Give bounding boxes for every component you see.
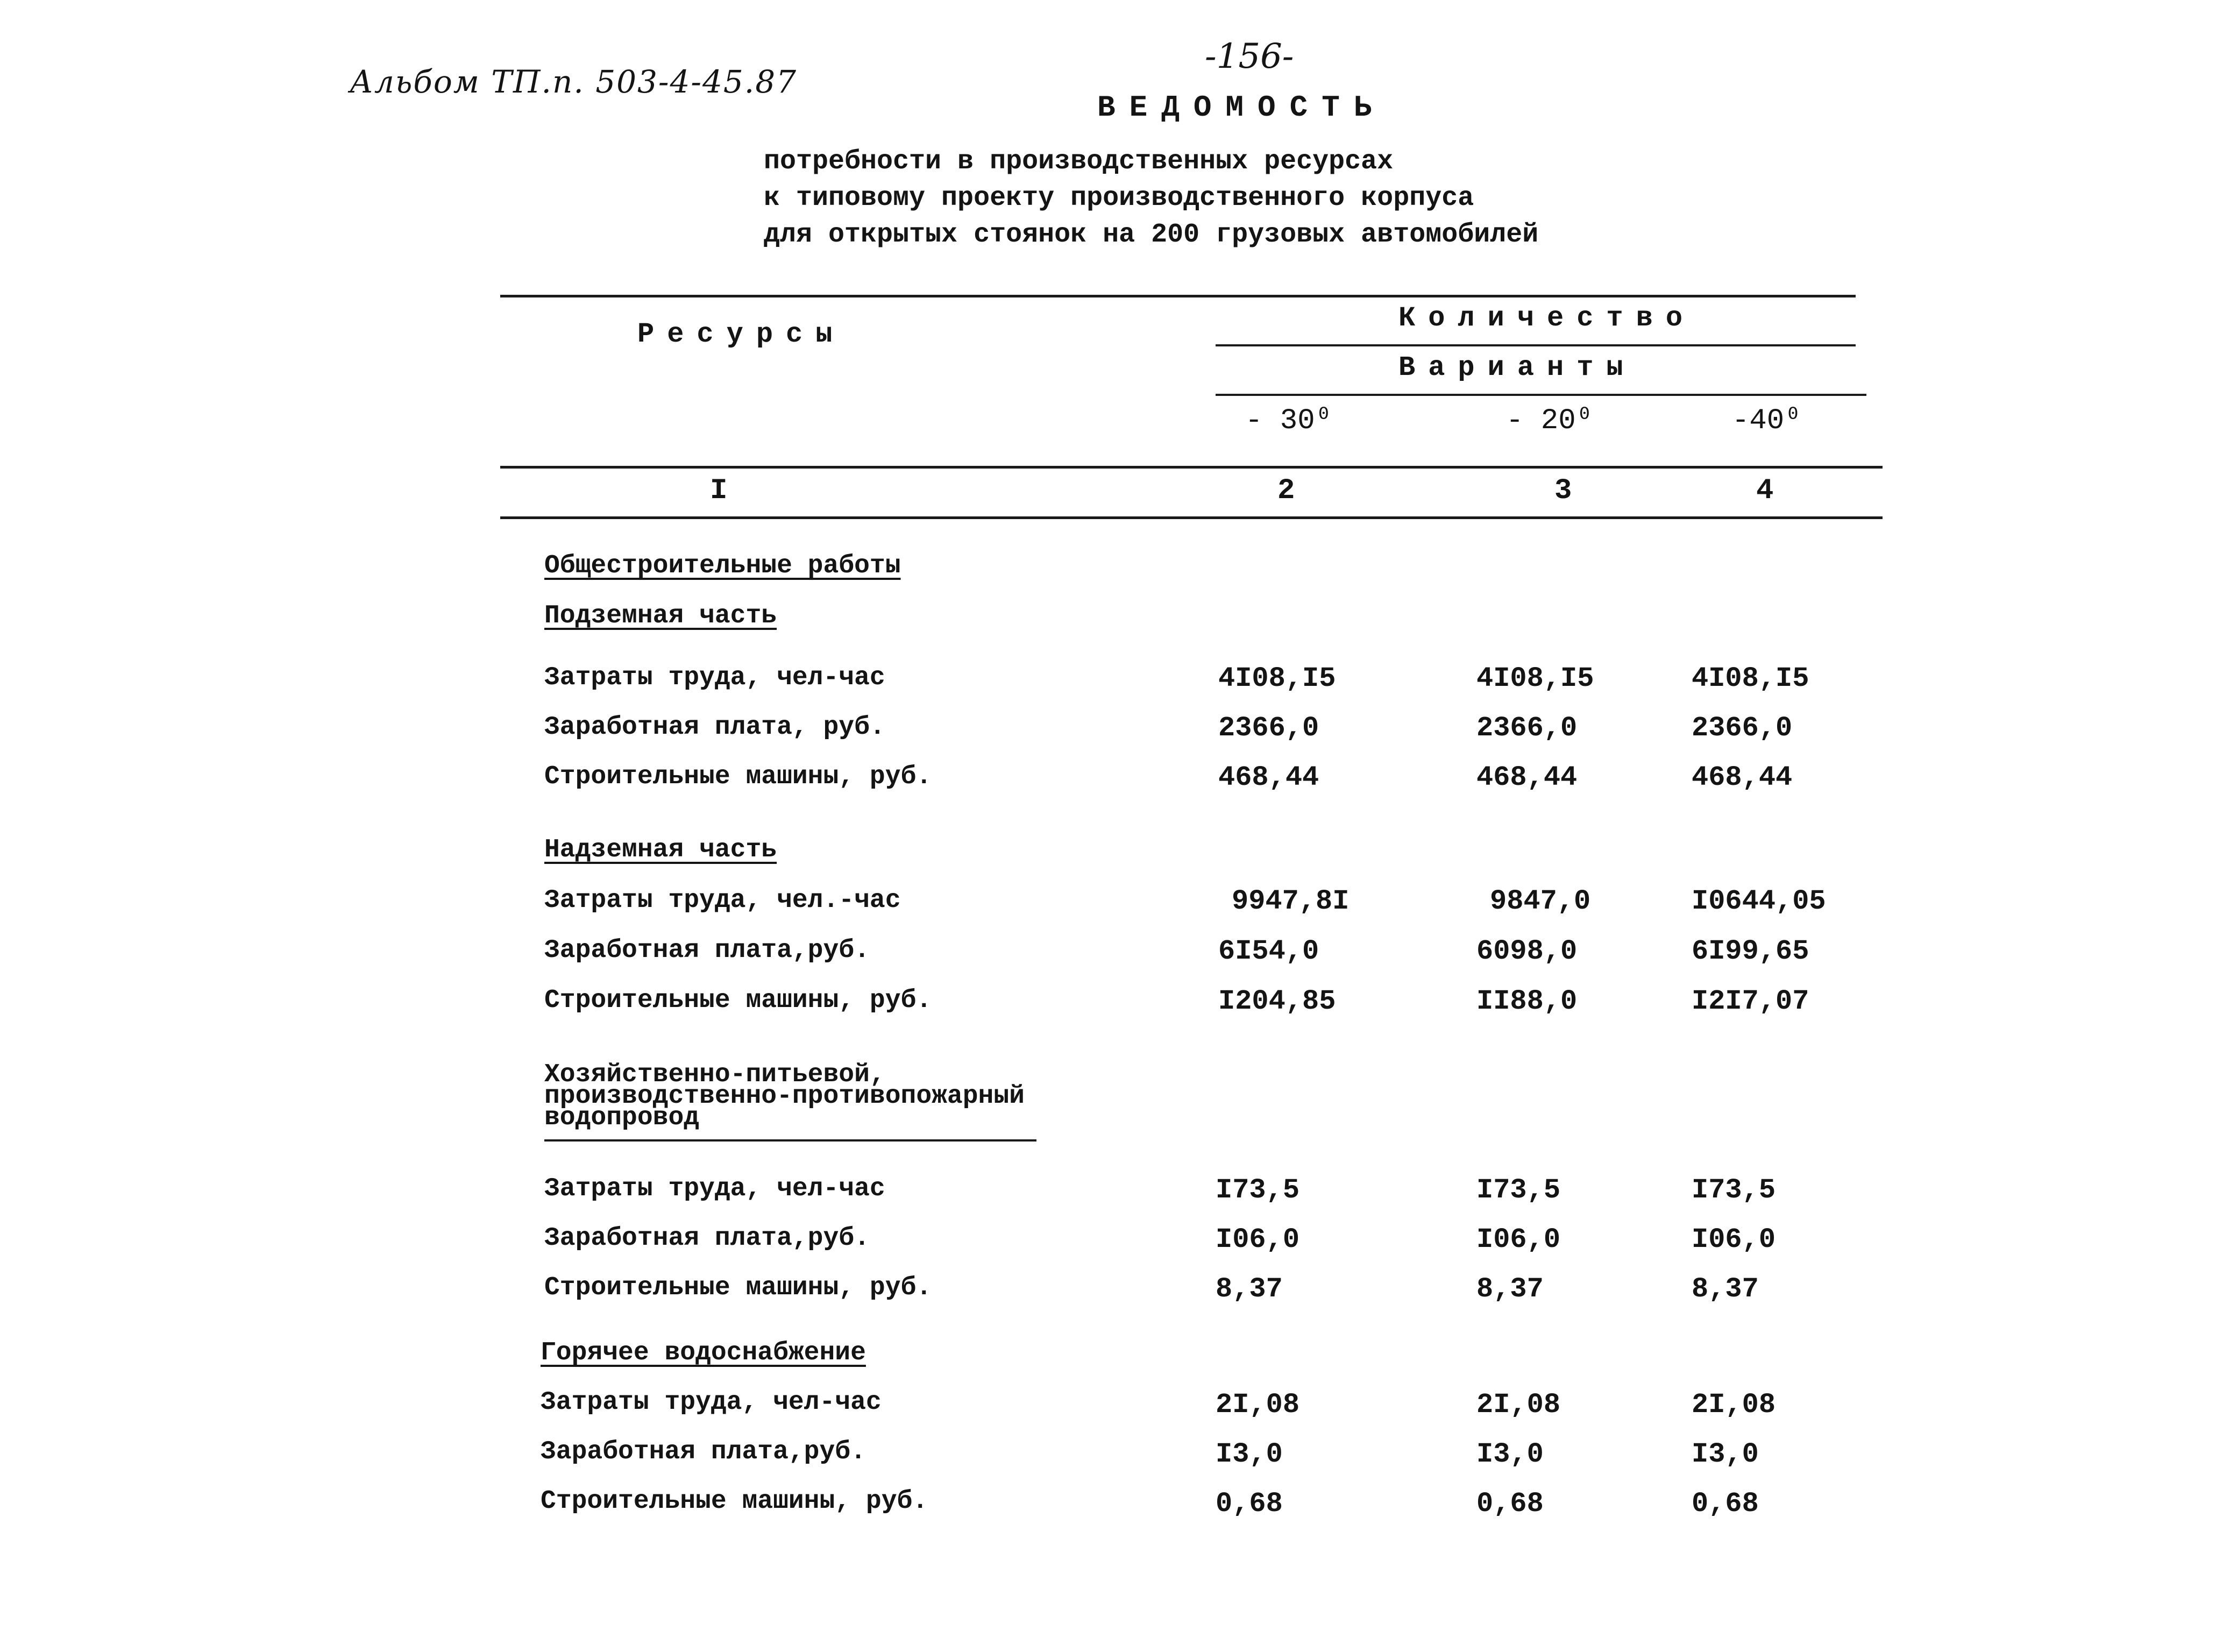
row-label: Затраты труда, чел-час bbox=[544, 663, 885, 692]
section-heading-water-line-2: производственно-противопожарный bbox=[544, 1082, 1025, 1111]
row-value-col3: 9847,0 bbox=[1490, 885, 1591, 917]
section-heading-underground: Подземная часть bbox=[544, 601, 777, 630]
quantity-header: Количество bbox=[1398, 302, 1696, 334]
row-value-col3: 2I,08 bbox=[1476, 1389, 1561, 1421]
column-number-4: 4 bbox=[1756, 474, 1774, 507]
variant-col-3: -40⁰ bbox=[1732, 405, 1802, 437]
row-value-col4: 468,44 bbox=[1692, 762, 1793, 793]
variants-rule bbox=[1216, 394, 1866, 396]
row-value-col3: I73,5 bbox=[1476, 1174, 1561, 1206]
row-value-col4: 2I,08 bbox=[1692, 1389, 1776, 1421]
row-value-col3: 2366,0 bbox=[1476, 712, 1578, 744]
row-value-col4: 8,37 bbox=[1692, 1273, 1759, 1305]
column-number-2: 2 bbox=[1277, 474, 1295, 507]
section-heading-water-line-3: водопровод bbox=[544, 1103, 700, 1132]
page-number: -156- bbox=[1205, 37, 1294, 76]
subtitle-line-2: к типовому проекту производственного корпуса bbox=[764, 183, 1474, 214]
variant-col-2: - 20⁰ bbox=[1506, 405, 1594, 437]
row-value-col4: 0,68 bbox=[1692, 1488, 1759, 1520]
row-value-col4: I3,0 bbox=[1692, 1438, 1759, 1470]
section-heading-general-works: Общестроительные работы bbox=[544, 551, 901, 580]
row-label: Строительные машины, руб. bbox=[544, 986, 932, 1015]
row-value-col2: 6I54,0 bbox=[1218, 935, 1319, 967]
row-label: Заработная плата,руб. bbox=[544, 936, 870, 965]
row-value-col4: I06,0 bbox=[1692, 1224, 1776, 1256]
row-value-col2: I73,5 bbox=[1216, 1174, 1300, 1206]
row-value-col2: 468,44 bbox=[1218, 762, 1319, 793]
row-value-col2: 9947,8I bbox=[1232, 885, 1350, 917]
row-label: Затраты труда, чел-час bbox=[541, 1388, 882, 1417]
row-value-col2: 2366,0 bbox=[1218, 712, 1319, 744]
table-top-rule bbox=[500, 295, 1856, 297]
row-value-col2: I06,0 bbox=[1216, 1224, 1300, 1256]
variants-header: Варианты bbox=[1398, 352, 1636, 384]
row-value-col3: 4I08,I5 bbox=[1476, 663, 1594, 694]
row-label: Строительные машины, руб. bbox=[544, 1273, 932, 1302]
row-value-col2: 2I,08 bbox=[1216, 1389, 1300, 1421]
column-numbers-rule bbox=[500, 516, 1883, 519]
row-value-col3: I06,0 bbox=[1476, 1224, 1561, 1256]
row-value-col3: 0,68 bbox=[1476, 1488, 1544, 1520]
album-reference: Альбом ТП.п. 503-4-45.87 bbox=[350, 63, 798, 100]
column-number-3: 3 bbox=[1554, 474, 1572, 507]
row-value-col4: 2366,0 bbox=[1692, 712, 1793, 744]
subtitle-line-3: для открытых стоянок на 200 грузовых автомобилей bbox=[764, 219, 1539, 250]
row-label: Затраты труда, чел.-час bbox=[544, 886, 901, 915]
row-label: Заработная плата,руб. bbox=[544, 1224, 870, 1253]
row-value-col2: I3,0 bbox=[1216, 1438, 1283, 1470]
column-number-1: I bbox=[710, 474, 728, 507]
row-value-col3: I3,0 bbox=[1476, 1438, 1544, 1470]
section-underline bbox=[544, 1139, 1036, 1141]
row-value-col2: I204,85 bbox=[1218, 985, 1336, 1017]
row-value-col4: I2I7,07 bbox=[1692, 985, 1809, 1017]
row-value-col4: I0644,05 bbox=[1692, 885, 1826, 917]
subtitle-line-1: потребности в производственных ресурсах bbox=[764, 146, 1394, 177]
resources-header: Ресурсы bbox=[637, 318, 846, 350]
document-title: ВЕДОМОСТЬ bbox=[1097, 90, 1386, 125]
row-label: Затраты труда, чел-час bbox=[544, 1174, 885, 1203]
section-heading-water-line-1: Хозяйственно-питьевой, bbox=[544, 1060, 885, 1089]
row-value-col4: I73,5 bbox=[1692, 1174, 1776, 1206]
variant-col-1: - 30⁰ bbox=[1245, 405, 1333, 437]
section-heading-hot-water: Горячее водоснабжение bbox=[541, 1338, 866, 1367]
section-heading-aboveground: Надземная часть bbox=[544, 835, 777, 864]
row-label: Заработная плата,руб. bbox=[541, 1437, 866, 1466]
row-value-col2: 0,68 bbox=[1216, 1488, 1283, 1520]
row-value-col2: 4I08,I5 bbox=[1218, 663, 1336, 694]
row-label: Строительные машины, руб. bbox=[541, 1487, 928, 1516]
row-value-col3: II88,0 bbox=[1476, 985, 1578, 1017]
row-value-col4: 4I08,I5 bbox=[1692, 663, 1809, 694]
quantity-rule bbox=[1216, 344, 1856, 346]
row-value-col3: 6098,0 bbox=[1476, 935, 1578, 967]
row-value-col4: 6I99,65 bbox=[1692, 935, 1809, 967]
row-label: Строительные машины, руб. bbox=[544, 762, 932, 791]
row-value-col3: 8,37 bbox=[1476, 1273, 1544, 1305]
row-value-col2: 8,37 bbox=[1216, 1273, 1283, 1305]
row-label: Заработная плата, руб. bbox=[544, 713, 885, 742]
header-bottom-rule bbox=[500, 466, 1883, 469]
row-value-col3: 468,44 bbox=[1476, 762, 1578, 793]
